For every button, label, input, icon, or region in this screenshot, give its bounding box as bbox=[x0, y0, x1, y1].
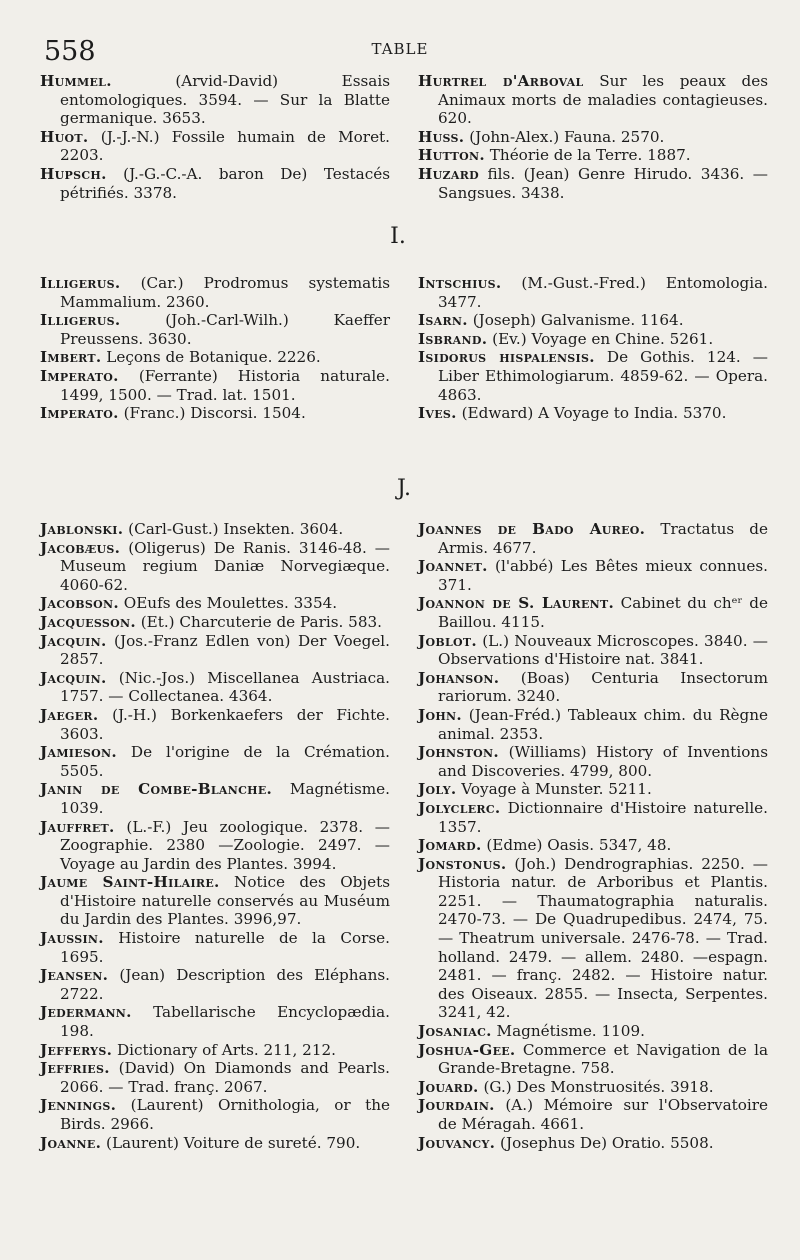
entry-author-name: Hupsch. bbox=[40, 164, 107, 183]
entry-text: (L.) Nouveaux Microscopes. 3840. — Observations d'Histoire nat. 3841. bbox=[438, 631, 768, 669]
entry-author-name: Hummel. bbox=[40, 72, 112, 90]
entry-author-name: Joannes de Bado Aureo. bbox=[418, 520, 646, 538]
entry-text: (Car.) Prodromus systematis Mammalium. 2360. bbox=[60, 274, 390, 311]
index-entry bbox=[40, 1134, 390, 1153]
index-entry bbox=[40, 72, 390, 128]
index-entry bbox=[40, 539, 390, 595]
index-entry bbox=[40, 966, 390, 1003]
index-entry bbox=[40, 1003, 390, 1040]
entry-author-name: Jacobæus. bbox=[40, 538, 121, 557]
index-entry bbox=[40, 1059, 390, 1096]
index-entry bbox=[418, 557, 768, 594]
entry-text: fils. (Jean) Genre Hirudo. 3436. —Sangsues. 3438. bbox=[438, 164, 768, 202]
entry-text: (Franc.) Discorsi. 1504. bbox=[118, 404, 306, 423]
index-entry bbox=[40, 1041, 390, 1060]
entry-text: Tractatus de Armis. 4677. bbox=[438, 520, 768, 557]
index-entry bbox=[40, 780, 390, 817]
entry-text: (Oligerus) De Ranis. 3146-48. — Museum regium Daniæ Norvegiæque. 4060-62. bbox=[60, 538, 390, 594]
index-entry bbox=[40, 367, 390, 404]
index-entry bbox=[418, 1134, 768, 1153]
entry-author-name: Jablonski. bbox=[40, 520, 124, 538]
j-right-column bbox=[418, 520, 768, 1152]
index-entry bbox=[418, 274, 768, 311]
entry-author-name: Huss. bbox=[418, 127, 465, 146]
entry-author-name: Josaniac. bbox=[418, 1022, 492, 1041]
index-entry bbox=[40, 1096, 390, 1133]
index-entry bbox=[418, 632, 768, 669]
entry-author-name: Jouard. bbox=[418, 1077, 479, 1096]
entry-text: OEufs des Moulettes. 3354. bbox=[118, 594, 338, 613]
index-entry bbox=[418, 1096, 768, 1133]
index-entry bbox=[418, 146, 768, 165]
entry-text: (Arvid-David) Essais entomologiques. 3594. — Sur la Blatte germanique. 3653. bbox=[60, 72, 390, 128]
index-entry bbox=[40, 743, 390, 780]
index-entry bbox=[40, 520, 390, 539]
entry-text: Histoire naturelle de la Corse. 1695. bbox=[60, 929, 390, 966]
entry-author-name: Jennings. bbox=[40, 1096, 117, 1115]
entry-text: (Edme) Oasis. 5347, 48. bbox=[481, 836, 672, 855]
i-left-column bbox=[40, 274, 390, 423]
entry-author-name: Jauffret. bbox=[40, 817, 115, 836]
entry-author-name: Jedermann. bbox=[40, 1003, 132, 1022]
index-entry bbox=[40, 873, 390, 929]
index-entry bbox=[40, 274, 390, 311]
entry-text: (A.) Mémoire sur l'Observatoire de Méragah. 4661. bbox=[438, 1096, 768, 1133]
entry-text: (Jean) Description des Eléphans. 2722. bbox=[60, 966, 390, 1003]
entry-author-name: Janin de Combe-Blanche. bbox=[40, 780, 273, 799]
entry-author-name: Joannon de S. Laurent. bbox=[418, 594, 615, 613]
entry-author-name: Joblot. bbox=[418, 631, 477, 650]
entry-text: (Ferrante) Historia naturale. 1499, 1500. — Trad. lat. 1501. bbox=[60, 366, 390, 404]
index-entry bbox=[418, 72, 768, 128]
entry-author-name: Jouvancy. bbox=[418, 1133, 496, 1152]
index-entry bbox=[418, 404, 768, 423]
index-entry bbox=[40, 613, 390, 632]
entry-text: (John-Alex.) Fauna. 2570. bbox=[464, 127, 665, 146]
index-entry bbox=[40, 311, 390, 348]
entry-text: Magnétisme. 1039. bbox=[60, 780, 390, 817]
entry-text: (J.-J.-N.) Fossile humain de Moret. 2203. bbox=[60, 127, 390, 165]
entry-author-name: Jourdain. bbox=[418, 1096, 495, 1115]
entry-author-name: Joannet. bbox=[418, 557, 488, 576]
entry-text: (Jean-Fréd.) Tableaux chim. du Règne animal. 2353. bbox=[438, 705, 768, 743]
entry-text: (Jos.-Franz Edlen von) Der Voegel. 2857. bbox=[60, 631, 390, 669]
entry-text: Notice des Objets d'Histoire naturelle conservés au Muséum du Jardin des Plantes. 3996,97. bbox=[60, 873, 390, 929]
entry-text: (David) On Diamonds and Pearls. 2066. — Trad. franç. 2067. bbox=[60, 1059, 390, 1096]
entry-text: (G.) Des Monstruosités. 3918. bbox=[478, 1077, 714, 1096]
index-entry bbox=[418, 1022, 768, 1041]
h-right-column bbox=[418, 72, 768, 202]
entry-author-name: Jeansen. bbox=[40, 966, 109, 985]
entry-author-name: Joanne. bbox=[40, 1133, 102, 1152]
entry-author-name: Imperato. bbox=[40, 404, 119, 423]
index-entry bbox=[418, 594, 768, 631]
entry-text: Cabinet du chᵉʳ de Baillou. 4115. bbox=[438, 594, 768, 631]
entry-text: (Carl-Gust.) Insekten. 3604. bbox=[123, 520, 344, 538]
entry-author-name: Jacobson. bbox=[40, 594, 119, 613]
index-entry bbox=[40, 669, 390, 706]
index-entry bbox=[418, 743, 768, 780]
index-entry bbox=[418, 855, 768, 1022]
entry-author-name: Jomard. bbox=[418, 836, 482, 855]
entry-author-name: Johanson. bbox=[418, 668, 500, 687]
entry-author-name: Joshua-Gee. bbox=[418, 1040, 516, 1059]
entry-author-name: Jaume Saint-Hilaire. bbox=[40, 873, 220, 892]
entry-author-name: Jacquin. bbox=[40, 668, 107, 687]
entry-author-name: John. bbox=[418, 705, 463, 724]
index-entry bbox=[40, 706, 390, 743]
page-number: 558 bbox=[44, 36, 96, 67]
index-entry bbox=[418, 165, 768, 202]
entry-text: (Boas) Centuria Insectorum rariorum. 3240. bbox=[438, 668, 768, 706]
entry-author-name: Illigerus. bbox=[40, 311, 121, 330]
entry-text: (Edward) A Voyage to India. 5370. bbox=[456, 404, 727, 423]
entry-text: (Josephus De) Oratio. 5508. bbox=[495, 1133, 714, 1152]
entry-text: De l'origine de la Crémation. 5505. bbox=[60, 743, 390, 780]
entry-text: Dictionnaire d'Histoire naturelle. 1357. bbox=[438, 798, 768, 836]
entry-text: (Williams) History of Inventions and Discoveries. 4799, 800. bbox=[438, 743, 768, 780]
running-title: TABLE bbox=[371, 40, 429, 58]
index-entry bbox=[40, 929, 390, 966]
entry-text: (Joh.) Dendrographias. 2250. — Historia natur. de Arboribus et Plantis. 2251. — Thaumatographia naturalis. 2470-73. — De Quadrupedibus. 2474, 75. — Theatrum universale. 2476-78. — Trad. holland. 2479. — allem. 2480. —espagn. 2481. — franç. 2482. — Histoire natur. des Oiseaux. 2855. — Insecta, Serpentes. 3241, 42. bbox=[438, 854, 768, 1022]
index-entry bbox=[40, 632, 390, 669]
entry-text: (Ev.) Voyage en Chine. 5261. bbox=[487, 329, 714, 348]
entry-author-name: Jaeger. bbox=[40, 705, 99, 724]
entry-author-name: Jacquesson. bbox=[40, 612, 136, 631]
index-entry bbox=[418, 780, 768, 799]
index-entry bbox=[40, 165, 390, 202]
entry-text: (Joseph) Galvanisme. 1164. bbox=[467, 311, 684, 330]
index-entry bbox=[418, 669, 768, 706]
entry-text: Leçons de Botanique. 2226. bbox=[101, 348, 321, 367]
entry-text: (M.-Gust.-Fred.) Entomologia. 3477. bbox=[438, 274, 768, 311]
entry-text: Magnétisme. 1109. bbox=[491, 1022, 645, 1041]
index-entry bbox=[40, 818, 390, 874]
index-entry bbox=[40, 128, 390, 165]
entry-text: De Gothis. 124. —Liber Ethimologiarum. 4859-62. — Opera. 4863. bbox=[438, 348, 768, 404]
entry-text: Commerce et Navigation de la Grande-Bretagne. 758. bbox=[438, 1040, 768, 1078]
entry-text: (Joh.-Carl-Wilh.) Kaeffer Preussens. 3630. bbox=[60, 311, 390, 348]
entry-author-name: Isarn. bbox=[418, 311, 468, 330]
entry-author-name: Jeffries. bbox=[40, 1059, 110, 1078]
section-letter-i: I. bbox=[390, 224, 406, 249]
entry-author-name: Imbert. bbox=[40, 348, 102, 367]
entry-author-name: Hutton. bbox=[418, 146, 485, 165]
h-left-column bbox=[40, 72, 390, 202]
entry-text: (J.-H.) Borkenkaefers der Fichte. 3603. bbox=[60, 705, 390, 743]
index-entry bbox=[418, 799, 768, 836]
entry-text: Voyage à Munster. 5211. bbox=[456, 780, 652, 799]
entry-author-name: Jaussin. bbox=[40, 929, 104, 948]
entry-author-name: Joly. bbox=[418, 780, 457, 799]
entry-text: (L.-F.) Jeu zoologique. 2378. —Zoographie. 2380 —Zoologie. 2497. —Voyage au Jardin des Plantes. 3994. bbox=[60, 817, 390, 873]
entry-author-name: Imperato. bbox=[40, 366, 119, 385]
entry-author-name: Isbrand. bbox=[418, 329, 488, 348]
j-left-column bbox=[40, 520, 390, 1152]
index-entry bbox=[418, 706, 768, 743]
entry-author-name: Ives. bbox=[418, 404, 457, 423]
index-entry bbox=[418, 348, 768, 404]
index-entry bbox=[418, 1078, 768, 1097]
index-entry bbox=[418, 330, 768, 349]
entry-author-name: Jefferys. bbox=[40, 1040, 113, 1059]
entry-author-name: Huot. bbox=[40, 127, 89, 146]
entry-author-name: Illigerus. bbox=[40, 274, 121, 292]
index-entry bbox=[40, 404, 390, 423]
index-entry bbox=[418, 520, 768, 557]
entry-author-name: Jamieson. bbox=[40, 743, 117, 762]
entry-author-name: Isidorus hispalensis. bbox=[418, 348, 595, 367]
entry-text: (Nic.-Jos.) Miscellanea Austriaca. 1757. — Collectanea. 4364. bbox=[60, 668, 390, 706]
entry-author-name: Jonstonus. bbox=[418, 854, 507, 873]
page-header bbox=[0, 36, 800, 76]
entry-author-name: Jacquin. bbox=[40, 631, 107, 650]
entry-text: (l'abbé) Les Bêtes mieux connues. 371. bbox=[438, 557, 768, 594]
entry-text: Dictionary of Arts. 211, 212. bbox=[112, 1040, 336, 1059]
entry-text: Tabellarische Encyclopædia. 198. bbox=[60, 1003, 390, 1041]
entry-text: Théorie de la Terre. 1887. bbox=[484, 146, 691, 165]
entry-author-name: Intschius. bbox=[418, 274, 502, 292]
entry-text: Sur les peaux des Animaux morts de maladies contagieuses. 620. bbox=[438, 72, 768, 128]
entry-author-name: Jolyclerc. bbox=[418, 798, 501, 817]
index-entry bbox=[418, 128, 768, 147]
index-entry bbox=[418, 311, 768, 330]
entry-text: (Laurent) Ornithologia, or the Birds. 2966. bbox=[60, 1096, 390, 1133]
entry-author-name: Huzard bbox=[418, 164, 479, 183]
index-entry bbox=[40, 348, 390, 367]
i-right-column bbox=[418, 274, 768, 423]
section-letter-j: J. bbox=[396, 476, 412, 501]
entry-text: (J.-G.-C.-A. baron De) Testacés pétrifiés. 3378. bbox=[60, 164, 390, 202]
entry-text: (Et.) Charcuterie de Paris. 583. bbox=[135, 612, 382, 631]
index-entry bbox=[418, 1041, 768, 1078]
index-entry bbox=[418, 836, 768, 855]
entry-author-name: Johnston. bbox=[418, 743, 499, 762]
entry-author-name: Hurtrel d'Arboval bbox=[418, 72, 584, 90]
entry-text: (Laurent) Voiture de sureté. 790. bbox=[101, 1133, 361, 1152]
index-entry bbox=[40, 594, 390, 613]
